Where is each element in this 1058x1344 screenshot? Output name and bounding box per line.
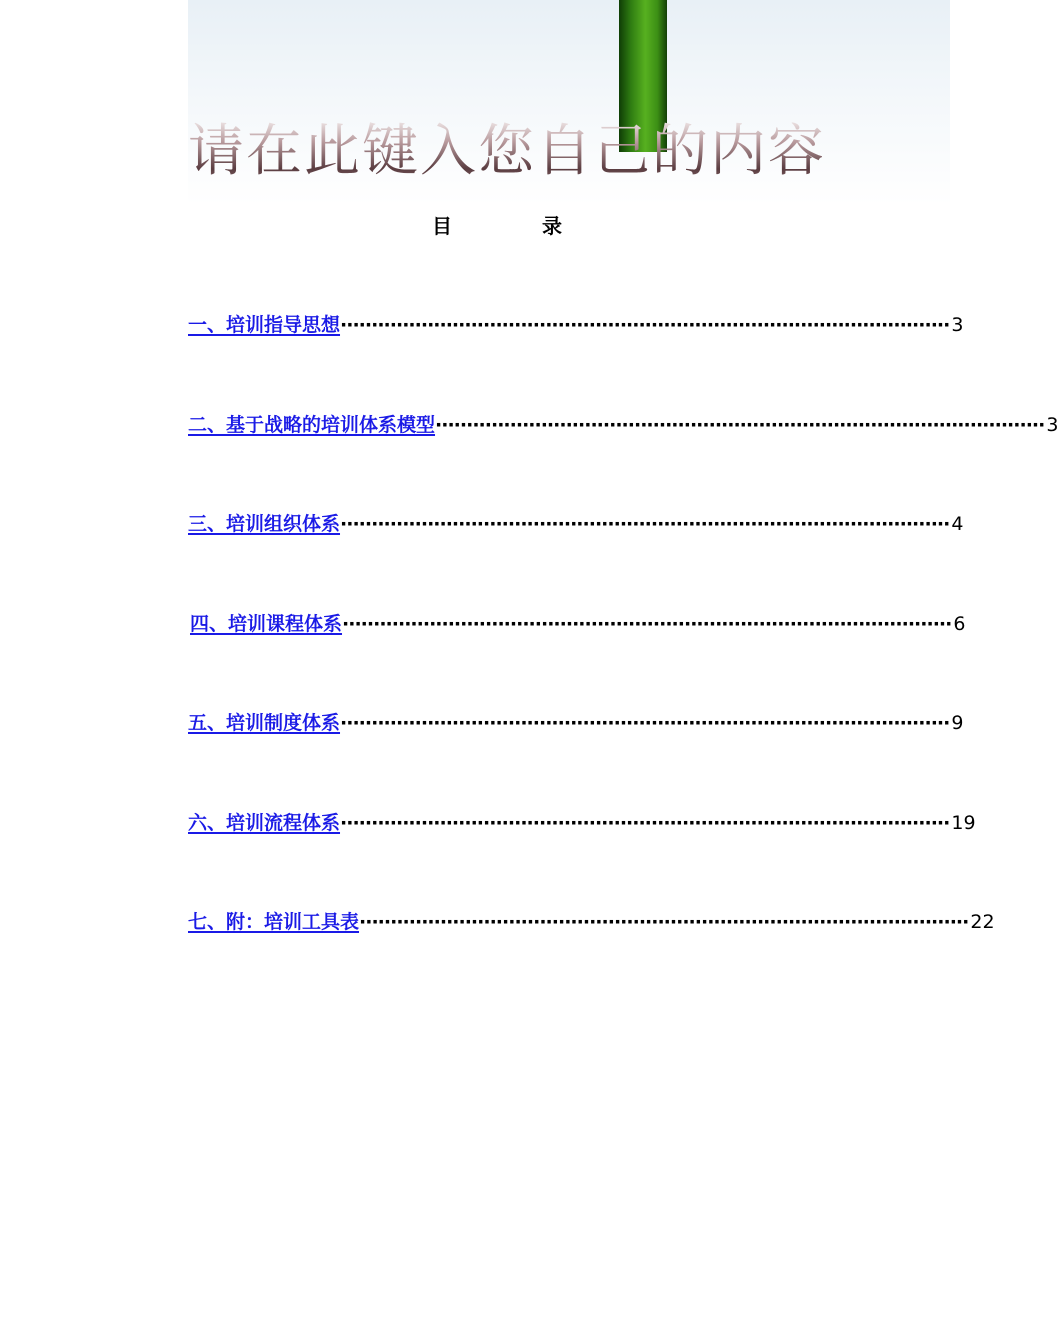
toc-entry <box>188 709 964 737</box>
toc-leader-dots: ·································································································· <box>340 812 950 834</box>
toc-leader-dots: ·································································································· <box>340 314 950 336</box>
toc-leader-dots: ·································································································· <box>435 414 1045 436</box>
toc-entry <box>188 311 964 339</box>
toc-page-number: 9 <box>951 712 964 734</box>
toc-link[interactable]: 三、培训组织体系 <box>188 513 341 535</box>
toc-link[interactable]: 六、培训流程体系 <box>188 812 341 834</box>
toc-link[interactable]: 四、培训课程体系 <box>190 613 343 635</box>
toc-link[interactable]: 二、基于战略的培训体系模型 <box>188 414 436 436</box>
toc-page-number: 3 <box>951 314 964 336</box>
toc-page-number: 4 <box>951 513 964 535</box>
toc-entry <box>188 908 995 936</box>
toc-link[interactable]: 五、培训制度体系 <box>188 712 341 734</box>
toc-heading-left: 目 <box>432 214 452 238</box>
toc-page-number: 22 <box>970 911 995 933</box>
toc-entry <box>190 610 966 638</box>
toc-page-number: 3 <box>1046 414 1058 436</box>
toc-leader-dots: ·································································································· <box>359 911 969 933</box>
toc-link[interactable]: 七、附：培训工具表 <box>188 911 360 933</box>
toc-leader-dots: ·································································································· <box>340 513 950 535</box>
toc-entry <box>188 510 964 538</box>
toc-entry <box>188 809 976 837</box>
toc-link[interactable]: 一、培训指导思想 <box>188 314 341 336</box>
toc-entry <box>188 411 1058 439</box>
banner-title: 请在此键入您自己的内容 <box>188 118 868 186</box>
toc-leader-dots: ·································································································· <box>340 712 950 734</box>
toc-page-number: 6 <box>953 613 966 635</box>
toc-heading-right: 录 <box>542 214 562 238</box>
toc-page-number: 19 <box>951 812 976 834</box>
toc-leader-dots: ·································································································· <box>342 613 952 635</box>
